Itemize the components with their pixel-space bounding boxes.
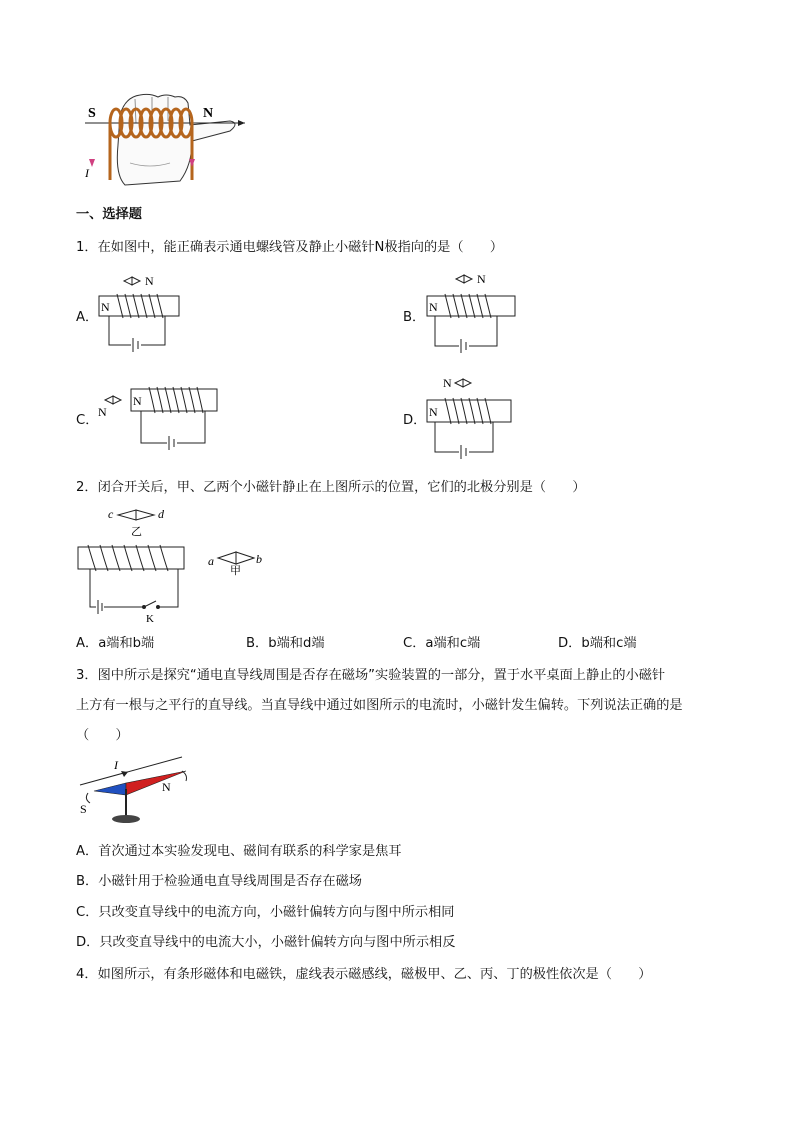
q1a-coil-label: N bbox=[101, 300, 110, 314]
q3-label-s: S bbox=[80, 802, 87, 816]
q1b-needle-label: N bbox=[477, 272, 486, 286]
q2-label-b: b bbox=[256, 552, 262, 566]
question-1-stem: 1．在如图中，能正确表示通电螺线管及静止小磁针N极指向的是（ ） bbox=[76, 240, 504, 255]
q3-option-c[interactable]: C．只改变直导线中的电流方向，小磁针偏转方向与图中所示相同 bbox=[76, 905, 455, 920]
q2-label-a: a bbox=[208, 554, 214, 568]
q1-option-c-letter[interactable]: C． bbox=[76, 413, 99, 428]
q2-label-jia: 甲 bbox=[230, 565, 241, 577]
q3-figure bbox=[74, 755, 194, 834]
q2-label-yi: 乙 bbox=[131, 526, 142, 538]
right-hand-rule-figure bbox=[80, 85, 250, 195]
fig-label-s: S bbox=[88, 106, 96, 121]
q2-option-b[interactable]: B．b端和d端 bbox=[246, 636, 325, 651]
q2-option-d[interactable]: D．b端和c端 bbox=[558, 636, 637, 651]
question-4-stem: 4．如图所示，有条形磁体和电磁铁，虚线表示磁感线，磁极甲、乙、丙、丁的极性依次是（ ） bbox=[76, 967, 652, 982]
q1d-coil-label: N bbox=[429, 405, 438, 419]
question-3-stem-line1: 3．图中所示是探究“通电直导线周围是否存在磁场”实验装置的一部分，置于水平桌面上静止的小磁针 bbox=[76, 668, 666, 683]
q1-option-a-letter[interactable]: A． bbox=[76, 310, 99, 325]
q3-label-n: N bbox=[162, 780, 171, 794]
q1-option-a-figure bbox=[95, 270, 195, 364]
q3-option-a[interactable]: A．首次通过本实验发现电、磁间有联系的科学家是焦耳 bbox=[76, 844, 402, 859]
q2-figure bbox=[74, 505, 274, 629]
q1b-coil-label: N bbox=[429, 300, 438, 314]
q1c-needle-label: N bbox=[98, 405, 107, 419]
q1-option-c-figure bbox=[95, 385, 225, 464]
q3-option-b[interactable]: B．小磁针用于检验通电直导线周围是否存在磁场 bbox=[76, 874, 362, 889]
question-2-stem: 2．闭合开关后，甲、乙两个小磁针静止在上图所示的位置，它们的北极分别是（ ） bbox=[76, 480, 586, 495]
q3-option-d[interactable]: D．只改变直导线中的电流大小，小磁针偏转方向与图中所示相反 bbox=[76, 935, 456, 950]
q2-option-a[interactable]: A．a端和b端 bbox=[76, 636, 155, 651]
fig-label-n: N bbox=[203, 106, 214, 121]
question-3-stem-line3: （ ） bbox=[76, 728, 129, 743]
q1a-needle-label: N bbox=[145, 274, 154, 288]
q1c-coil-label: N bbox=[133, 394, 142, 408]
fig-label-current: I bbox=[85, 166, 89, 180]
q1d-needle-label: N bbox=[443, 376, 452, 390]
q1-option-d-figure bbox=[423, 372, 523, 466]
q2-label-d: d bbox=[158, 507, 164, 521]
hand-coil-illustration bbox=[80, 85, 250, 195]
q2-label-k: K bbox=[146, 613, 154, 625]
question-3-stem-line2: 上方有一根与之平行的直导线。当直导线中通过如图所示的电流时，小磁针发生偏转。下列说法正确的是 bbox=[76, 698, 683, 713]
q2-option-c[interactable]: C．a端和c端 bbox=[403, 636, 481, 651]
q1-option-b-letter[interactable]: B． bbox=[403, 310, 426, 325]
q1-option-b-figure bbox=[423, 270, 523, 364]
q1-option-d-letter[interactable]: D． bbox=[403, 413, 427, 428]
q3-label-i: I bbox=[114, 758, 118, 772]
section-title: 一、选择题 bbox=[76, 207, 142, 222]
q2-label-c: c bbox=[108, 507, 114, 521]
